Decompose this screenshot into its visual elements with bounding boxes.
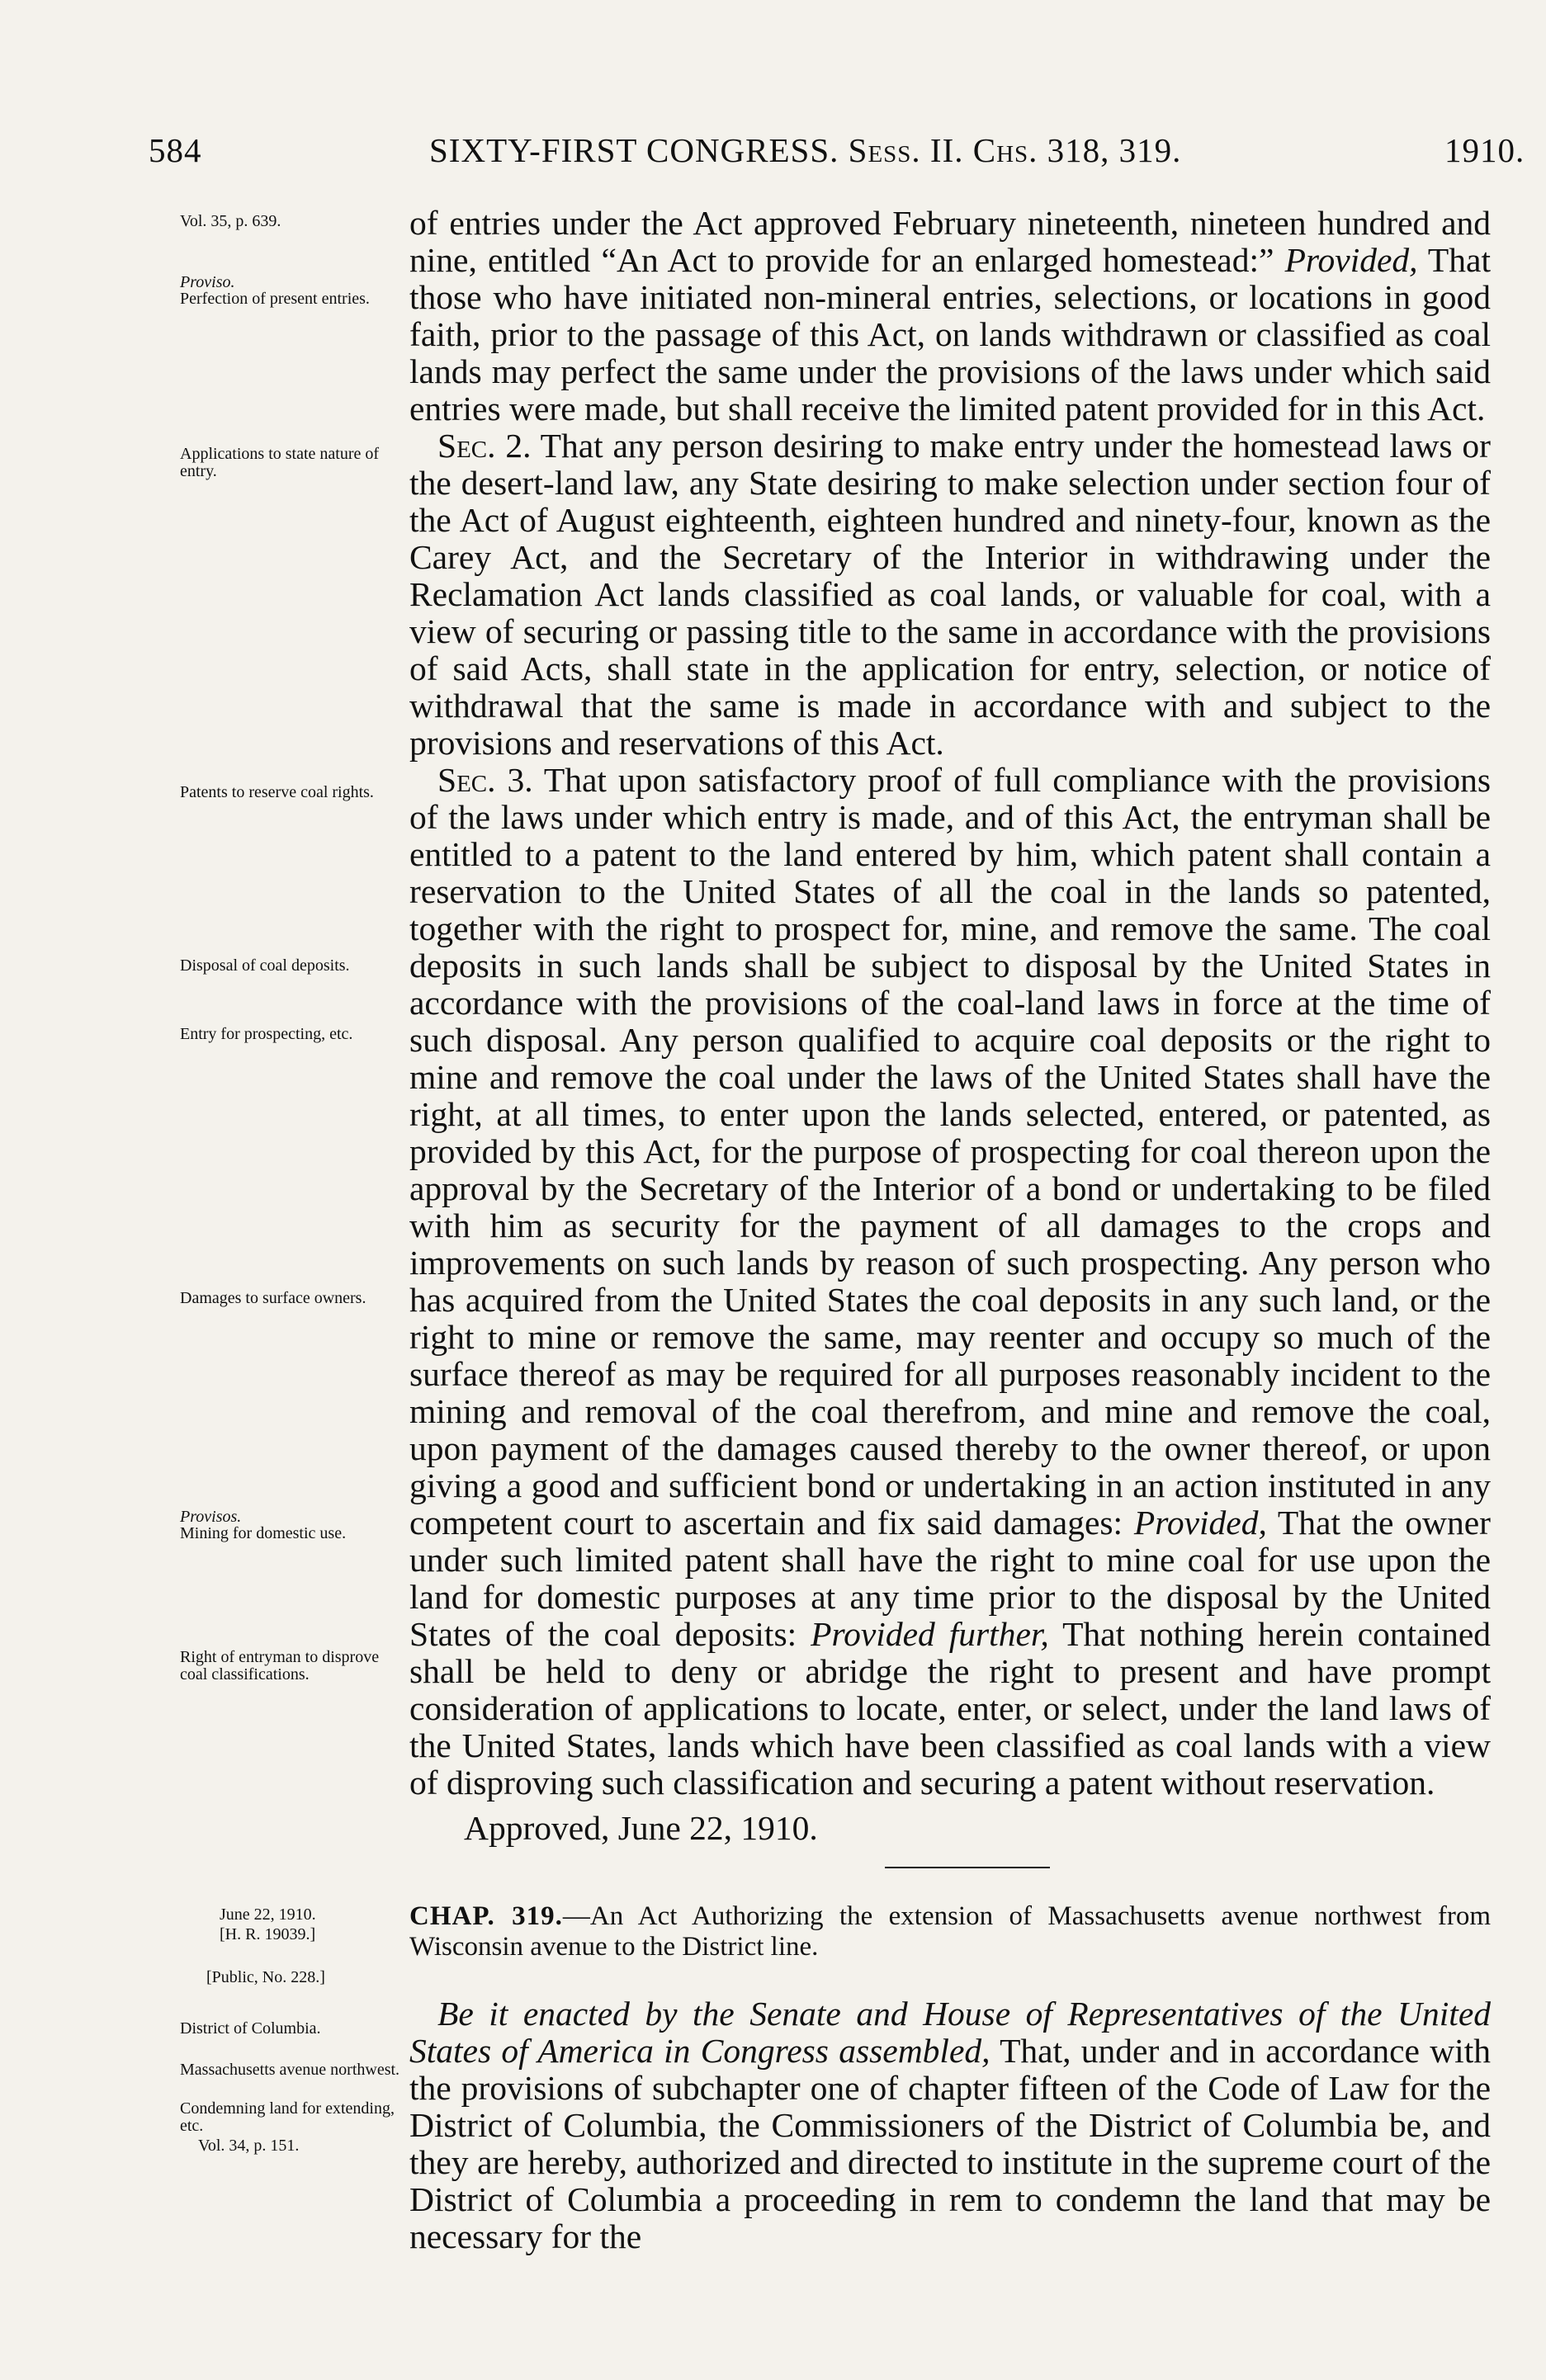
chapter-label: CHAP. 319. bbox=[409, 1901, 563, 1931]
margin-note-provisos-label: Provisos. bbox=[180, 1508, 242, 1526]
margin-note-proviso-label: Proviso. bbox=[180, 273, 235, 291]
running-title bbox=[429, 130, 1181, 170]
congress-title: SIXTY-FIRST CONGRESS. bbox=[429, 131, 839, 169]
chapters-label: Chs. 318, 319. bbox=[972, 131, 1182, 169]
margin-note-date: June 22, 1910. bbox=[220, 1905, 316, 1924]
sec3-label: Sec. 3. bbox=[437, 761, 533, 799]
paragraph-1 bbox=[409, 205, 1491, 427]
margin-note-entry: Entry for prospecting, etc. bbox=[180, 1025, 353, 1043]
enacting-clause: Be it enacted by the Senate and House of Representatives of the United States of America in Congress assembled, bbox=[409, 1995, 1491, 2070]
header-year: 1910. bbox=[1444, 131, 1525, 169]
margin-note-mining: Mining for domestic use. bbox=[180, 1524, 347, 1542]
section-divider bbox=[885, 1867, 1050, 1868]
approved-line: Approved, June 22, 1910. bbox=[464, 1809, 818, 1847]
margin-note-damages: Damages to surface owners. bbox=[180, 1289, 366, 1307]
sec3-text-b: That the owner under such limited patent shall have the right to mine coal for use upon the land for domestic purposes at any time prior to the disposal by the United States of the coal deposits: bbox=[409, 1504, 1491, 1653]
margin-note-condemning: Condemning land for extending, etc. bbox=[180, 2099, 395, 2135]
margin-note-right: Right of entryman to disprove coal classifications. bbox=[180, 1648, 380, 1683]
enacting-paragraph bbox=[409, 1995, 1491, 2255]
sec3-provided: Provided, bbox=[1133, 1504, 1267, 1542]
margin-note-dc: District of Columbia. bbox=[180, 2019, 321, 2038]
margin-note-perfection: Perfection of present entries. bbox=[180, 290, 370, 308]
section-3 bbox=[409, 762, 1491, 1802]
margin-note-vol34: Vol. 34, p. 151. bbox=[198, 2137, 300, 2155]
p1-provided: Provided, bbox=[1284, 241, 1418, 279]
session-label: Sess. II. bbox=[848, 131, 964, 169]
chapter-title-text: —An Act Authorizing the extension of Massachusetts avenue northwest from Wisconsin avenue to the District line. bbox=[409, 1901, 1491, 1962]
main-text bbox=[409, 205, 1491, 1848]
section-2 bbox=[409, 427, 1491, 762]
margin-note-disposal: Disposal of coal deposits. bbox=[180, 956, 350, 975]
chapter-body-text: That, under and in accordance with the provisions of subchapter one of chapter fifteen of the Code of Law for the District of Columbia, the Commissioners of the District of Columbia be, and they are hereby, authorized and directed to institute in the supreme court of the District of Columbia a proceeding in rem to condemn the land that may be necessary for the bbox=[409, 2032, 1491, 2255]
margin-note-mass: Massachusetts avenue northwest. bbox=[180, 2061, 400, 2079]
sec2-text: That any person desiring to make entry under the homestead laws or the desert-land law, any State desiring to make selection under section four of the Act of August eighteenth, eighteen hundred and ninety-four, known as the Carey Act, and the Secretary of the Interior in withdrawing under the Reclamation Act lands classified as coal lands, or valuable for coal, with a view of securing or passing title to the same in accordance with the provisions of said Acts, shall state in the application for entry, selection, or notice of withdrawal that the same is made in accordance with and subject to the provisions and reservations of this Act. bbox=[409, 427, 1491, 762]
sec3-text-c: That nothing herein contained shall be held to deny or abridge the right to present and have prompt consideration of applications to locate, enter, or select, under the land laws of the United States, lands which have been classified as coal lands with a view of disproving such classification and securing a patent without reservation. bbox=[409, 1615, 1491, 1802]
margin-note-applications: Applications to state nature of entry. bbox=[180, 445, 380, 480]
page-number: 584 bbox=[149, 131, 202, 169]
sec3-provided-further: Provided further, bbox=[811, 1615, 1049, 1653]
chapter-title bbox=[409, 1901, 1491, 1962]
sec2-label: Sec. 2. bbox=[437, 427, 532, 465]
margin-note-patents: Patents to reserve coal rights. bbox=[180, 783, 374, 801]
margin-note-hr: [H. R. 19039.] bbox=[220, 1925, 316, 1943]
sec3-text-a: That upon satisfactory proof of full compliance with the provisions of the laws under which entry is made, and of this Act, the entryman shall be entitled to a patent to the land entered by him, which patent shall contain a reservation to the United States of all the coal in the lands so patented, together with the right to prospect for, mine, and remove the same. The coal deposits in such lands shall be subject to disposal by the United States in accordance with the provisions of the coal-land laws in force at the time of such disposal. Any person qualified to acquire coal deposits or the right to mine and remove the coal under the laws of the United States shall have the right, at all times, to enter upon the lands selected, entered, or patented, as provided by this Act, for the purpose of prospecting for coal thereon upon the approval by the Secretary of the Interior of a bond or undertaking to be filed with him as security for the payment of all damages to the crops and improvements on such lands by reason of such prospecting. Any person who has acquired from the United States the coal deposits in any such land, or the right to mine or remove the same, may reenter and occupy so much of the surface thereof as may be required for all purposes reasonably incident to the mining and removal of the coal therefrom, and mine and remove the coal, upon payment of the damages caused thereby to the owner thereof, or upon giving a good and sufficient bond or undertaking in an action instituted in any competent court to ascertain and fix said damages: bbox=[409, 761, 1491, 1542]
p1-text: of entries under the Act approved February nineteenth, nineteen hundred and nine, entitled “An Act to provide for an enlarged homestead:” bbox=[409, 204, 1491, 279]
margin-note-public: [Public, No. 228.] bbox=[206, 1968, 325, 1986]
chapter-319 bbox=[409, 1901, 1491, 2255]
margin-note-vol35: Vol. 35, p. 639. bbox=[180, 212, 281, 230]
p1-rest: That those who have initiated non-mineral entries, selections, or locations in good faith, prior to the passage of this Act, on lands withdrawn or classified as coal lands may perfect the same under the provisions of the laws under which said entries were made, but shall receive the limited patent provided for in this Act. bbox=[409, 241, 1491, 427]
